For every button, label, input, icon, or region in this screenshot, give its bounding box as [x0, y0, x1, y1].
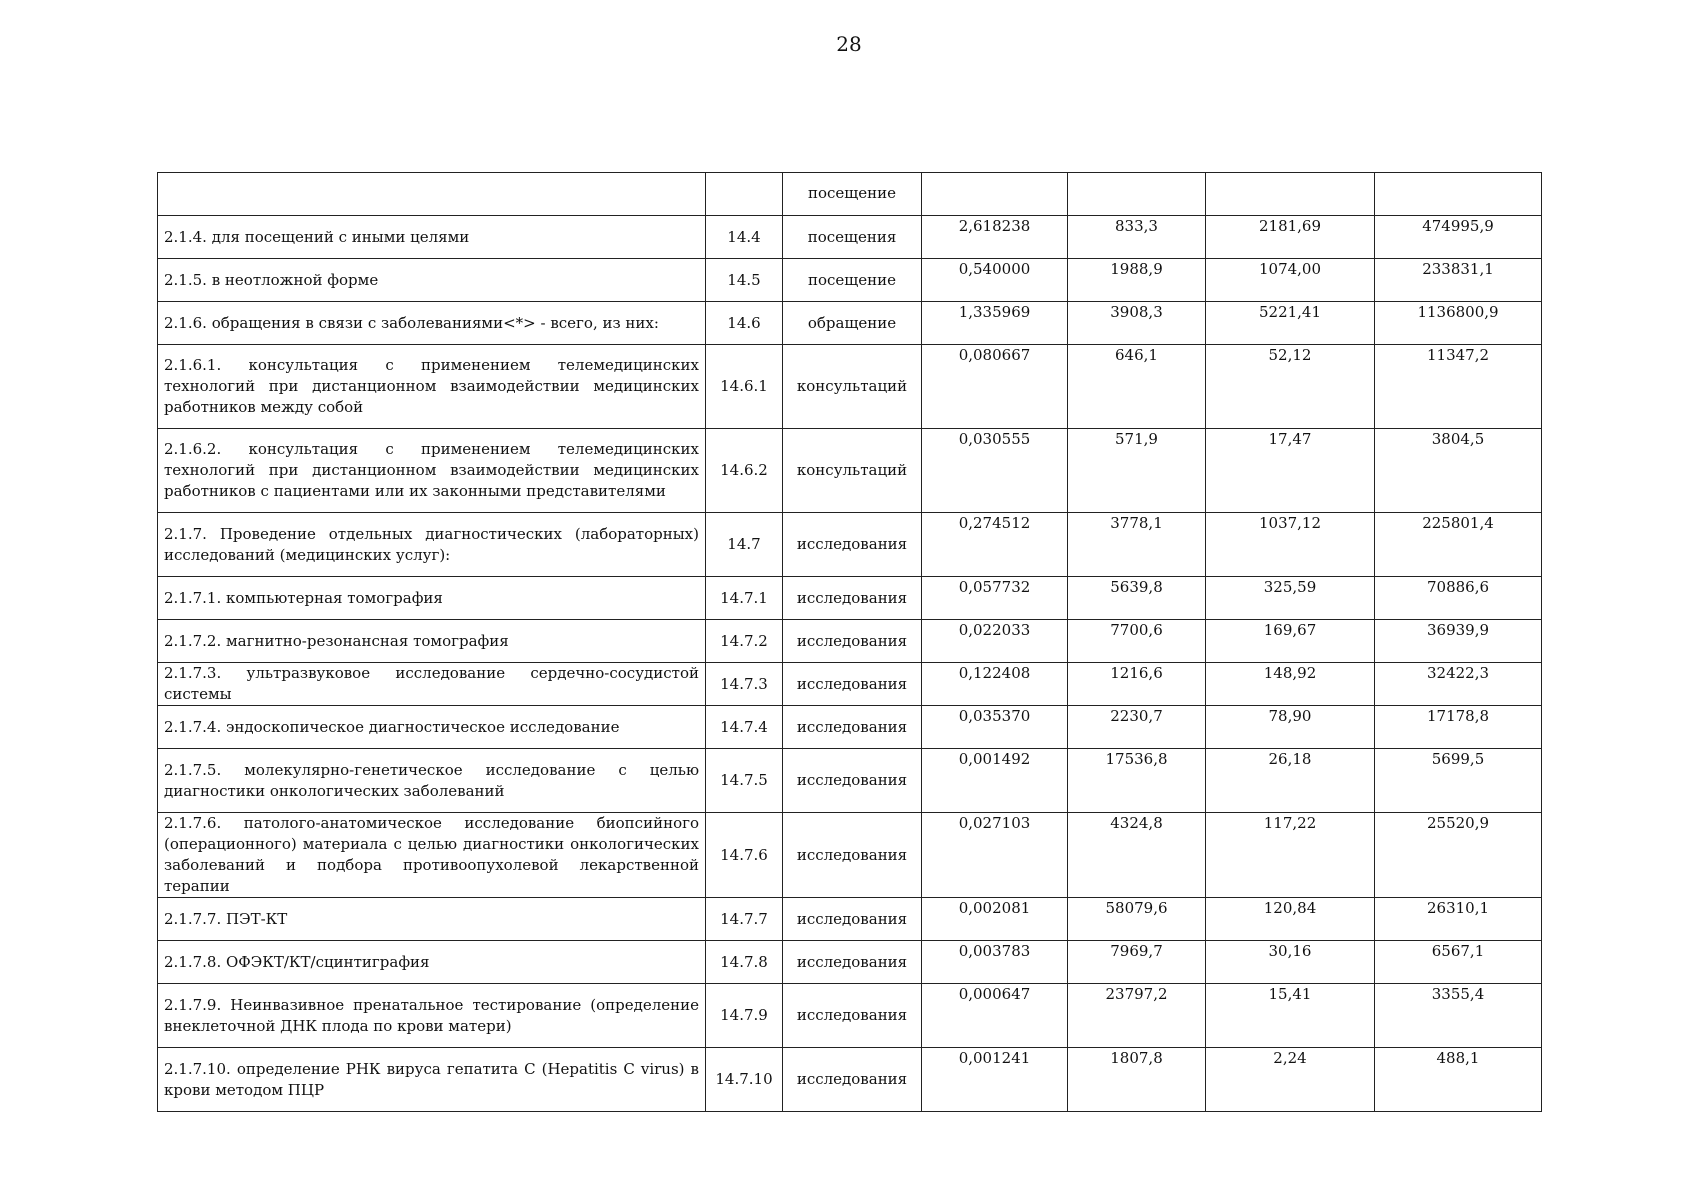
- row-cost: 4324,8: [1068, 813, 1206, 898]
- row-name: 2.1.7.10. определение РНК вируса гепатита C (Hepatitis C virus) в крови методом ПЦР: [158, 1048, 706, 1112]
- row-per-capita: 2181,69: [1206, 216, 1375, 259]
- row-name: 2.1.6.2. консультация с применением телемедицинских технологий при дистанционном взаимодействии медицинских работников с пациентами или их законными представителями: [158, 429, 706, 513]
- row-code: [706, 173, 783, 216]
- row-unit: посещение: [783, 173, 922, 216]
- row-unit: исследования: [783, 620, 922, 663]
- table-row: [158, 706, 1542, 749]
- row-unit: исследования: [783, 813, 922, 898]
- row-code: 14.6: [706, 302, 783, 345]
- row-name: 2.1.7.9. Неинвазивное пренатальное тестирование (определение внеклеточной ДНК плода по крови матери): [158, 984, 706, 1048]
- row-norm: 0,122408: [922, 663, 1068, 706]
- row-code: 14.7.6: [706, 813, 783, 898]
- row-cost: 5639,8: [1068, 577, 1206, 620]
- row-per-capita: 30,16: [1206, 941, 1375, 984]
- row-per-capita: 78,90: [1206, 706, 1375, 749]
- row-norm: 0,001492: [922, 749, 1068, 813]
- row-total: 5699,5: [1375, 749, 1542, 813]
- row-cost: 2230,7: [1068, 706, 1206, 749]
- row-per-capita: [1206, 173, 1375, 216]
- row-cost: [1068, 173, 1206, 216]
- row-name: [158, 173, 706, 216]
- row-total: 11347,2: [1375, 345, 1542, 429]
- row-name: 2.1.7.5. молекулярно-генетическое исследование с целью диагностики онкологических заболеваний: [158, 749, 706, 813]
- row-code: 14.7.10: [706, 1048, 783, 1112]
- row-code: 14.7.9: [706, 984, 783, 1048]
- row-cost: 7969,7: [1068, 941, 1206, 984]
- row-cost: 58079,6: [1068, 898, 1206, 941]
- row-code: 14.4: [706, 216, 783, 259]
- row-name: 2.1.7.2. магнитно-резонансная томография: [158, 620, 706, 663]
- row-cost: 3778,1: [1068, 513, 1206, 577]
- row-unit: исследования: [783, 749, 922, 813]
- row-norm: 0,000647: [922, 984, 1068, 1048]
- row-name: 2.1.7. Проведение отдельных диагностических (лабораторных) исследований (медицинских услуг):: [158, 513, 706, 577]
- row-cost: 3908,3: [1068, 302, 1206, 345]
- table-row: [158, 173, 1542, 216]
- data-table: [157, 172, 1542, 1112]
- row-name: 2.1.7.4. эндоскопическое диагностическое исследование: [158, 706, 706, 749]
- row-cost: 7700,6: [1068, 620, 1206, 663]
- table-row: [158, 429, 1542, 513]
- table-row: [158, 898, 1542, 941]
- row-total: 6567,1: [1375, 941, 1542, 984]
- table-row: [158, 302, 1542, 345]
- row-code: 14.7.8: [706, 941, 783, 984]
- row-per-capita: 169,67: [1206, 620, 1375, 663]
- row-unit: исследования: [783, 706, 922, 749]
- row-norm: 0,057732: [922, 577, 1068, 620]
- row-name: 2.1.6.1. консультация с применением телемедицинских технологий при дистанционном взаимодействии медицинских работников между собой: [158, 345, 706, 429]
- row-per-capita: 2,24: [1206, 1048, 1375, 1112]
- row-total: 474995,9: [1375, 216, 1542, 259]
- row-unit: посещения: [783, 216, 922, 259]
- row-norm: 0,030555: [922, 429, 1068, 513]
- row-unit: исследования: [783, 663, 922, 706]
- row-total: 1136800,9: [1375, 302, 1542, 345]
- row-unit: исследования: [783, 1048, 922, 1112]
- table-row: [158, 259, 1542, 302]
- row-cost: 833,3: [1068, 216, 1206, 259]
- row-total: [1375, 173, 1542, 216]
- row-total: 25520,9: [1375, 813, 1542, 898]
- row-per-capita: 26,18: [1206, 749, 1375, 813]
- row-per-capita: 15,41: [1206, 984, 1375, 1048]
- row-per-capita: 17,47: [1206, 429, 1375, 513]
- table-row: [158, 984, 1542, 1048]
- row-norm: 0,274512: [922, 513, 1068, 577]
- row-cost: 571,9: [1068, 429, 1206, 513]
- row-cost: 1807,8: [1068, 1048, 1206, 1112]
- row-per-capita: 1074,00: [1206, 259, 1375, 302]
- row-per-capita: 148,92: [1206, 663, 1375, 706]
- page-number: 28: [836, 32, 862, 56]
- table-row: [158, 941, 1542, 984]
- row-total: 488,1: [1375, 1048, 1542, 1112]
- row-code: 14.6.2: [706, 429, 783, 513]
- row-code: 14.7.7: [706, 898, 783, 941]
- row-total: 225801,4: [1375, 513, 1542, 577]
- row-total: 233831,1: [1375, 259, 1542, 302]
- row-unit: посещение: [783, 259, 922, 302]
- row-norm: 0,002081: [922, 898, 1068, 941]
- row-unit: исследования: [783, 898, 922, 941]
- row-per-capita: 52,12: [1206, 345, 1375, 429]
- row-code: 14.7.2: [706, 620, 783, 663]
- row-code: 14.7: [706, 513, 783, 577]
- row-code: 14.7.4: [706, 706, 783, 749]
- table-row: [158, 813, 1542, 898]
- row-unit: консультаций: [783, 345, 922, 429]
- row-total: 3355,4: [1375, 984, 1542, 1048]
- row-name: 2.1.4. для посещений с иными целями: [158, 216, 706, 259]
- row-name: 2.1.7.8. ОФЭКТ/КТ/сцинтиграфия: [158, 941, 706, 984]
- table-row: [158, 663, 1542, 706]
- row-unit: исследования: [783, 577, 922, 620]
- table-row: [158, 749, 1542, 813]
- table-row: [158, 216, 1542, 259]
- row-norm: 0,022033: [922, 620, 1068, 663]
- row-norm: 0,080667: [922, 345, 1068, 429]
- row-total: 70886,6: [1375, 577, 1542, 620]
- row-norm: 0,540000: [922, 259, 1068, 302]
- row-total: 36939,9: [1375, 620, 1542, 663]
- row-norm: [922, 173, 1068, 216]
- row-unit: исследования: [783, 941, 922, 984]
- row-per-capita: 325,59: [1206, 577, 1375, 620]
- row-name: 2.1.7.3. ультразвуковое исследование сердечно-сосудистой системы: [158, 663, 706, 706]
- row-name: 2.1.6. обращения в связи с заболеваниями<*> - всего, из них:: [158, 302, 706, 345]
- row-total: 17178,8: [1375, 706, 1542, 749]
- table-row: [158, 513, 1542, 577]
- row-per-capita: 5221,41: [1206, 302, 1375, 345]
- row-code: 14.6.1: [706, 345, 783, 429]
- row-code: 14.7.5: [706, 749, 783, 813]
- row-cost: 1988,9: [1068, 259, 1206, 302]
- row-unit: обращение: [783, 302, 922, 345]
- row-per-capita: 117,22: [1206, 813, 1375, 898]
- row-unit: исследования: [783, 984, 922, 1048]
- row-per-capita: 1037,12: [1206, 513, 1375, 577]
- row-norm: 0,035370: [922, 706, 1068, 749]
- table-row: [158, 1048, 1542, 1112]
- row-unit: консультаций: [783, 429, 922, 513]
- row-total: 26310,1: [1375, 898, 1542, 941]
- row-name: 2.1.7.1. компьютерная томография: [158, 577, 706, 620]
- row-total: 3804,5: [1375, 429, 1542, 513]
- row-cost: 17536,8: [1068, 749, 1206, 813]
- row-code: 14.5: [706, 259, 783, 302]
- table-row: [158, 345, 1542, 429]
- row-total: 32422,3: [1375, 663, 1542, 706]
- row-norm: 0,027103: [922, 813, 1068, 898]
- table-row: [158, 620, 1542, 663]
- row-cost: 1216,6: [1068, 663, 1206, 706]
- row-norm: 0,003783: [922, 941, 1068, 984]
- row-code: 14.7.3: [706, 663, 783, 706]
- row-cost: 646,1: [1068, 345, 1206, 429]
- row-name: 2.1.5. в неотложной форме: [158, 259, 706, 302]
- row-unit: исследования: [783, 513, 922, 577]
- row-name: 2.1.7.7. ПЭТ-КТ: [158, 898, 706, 941]
- row-cost: 23797,2: [1068, 984, 1206, 1048]
- row-per-capita: 120,84: [1206, 898, 1375, 941]
- table-row: [158, 577, 1542, 620]
- row-norm: 0,001241: [922, 1048, 1068, 1112]
- row-norm: 2,618238: [922, 216, 1068, 259]
- row-norm: 1,335969: [922, 302, 1068, 345]
- row-code: 14.7.1: [706, 577, 783, 620]
- row-name: 2.1.7.6. патолого-анатомическое исследование биопсийного (операционного) материала с целью диагностики онкологических заболеваний и подбора противоопухолевой лекарственной терапии: [158, 813, 706, 898]
